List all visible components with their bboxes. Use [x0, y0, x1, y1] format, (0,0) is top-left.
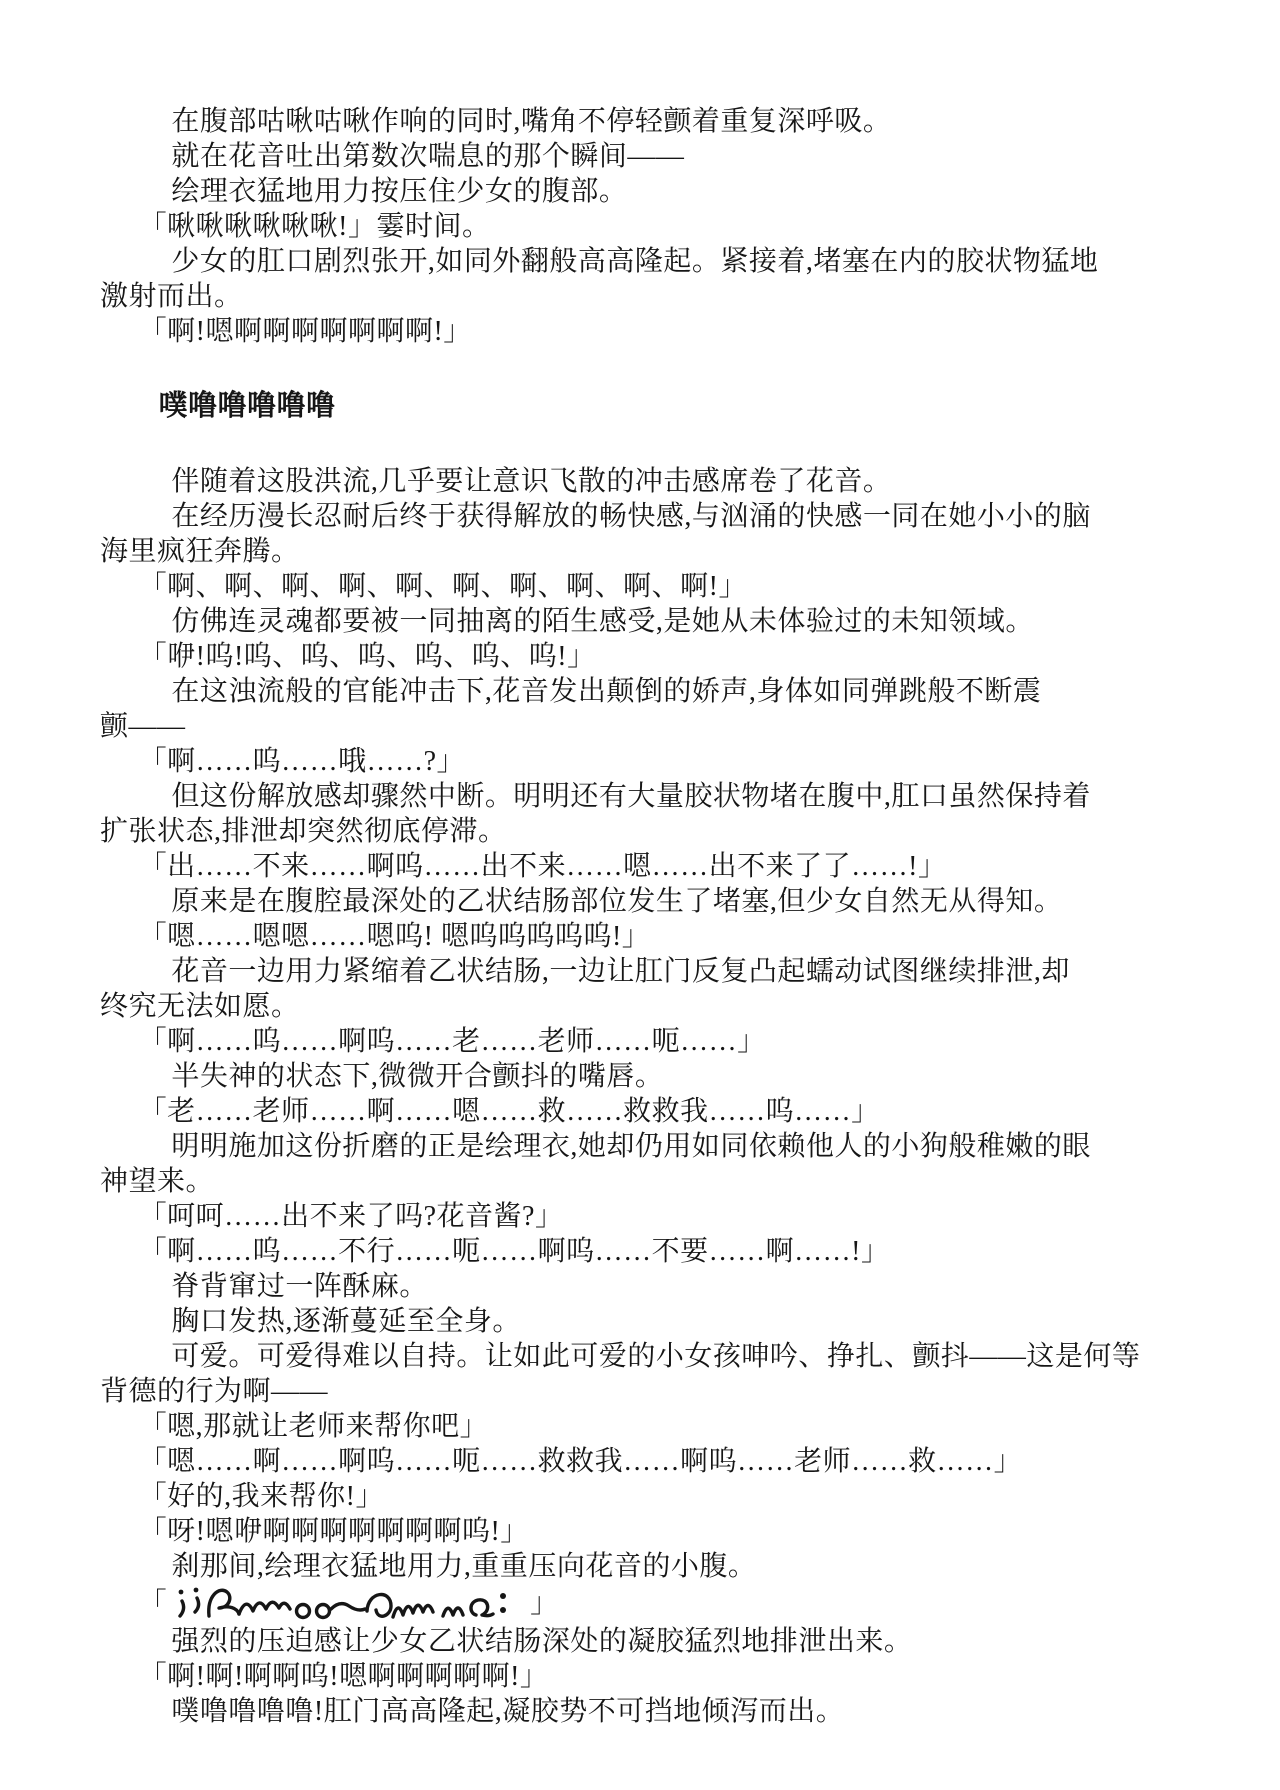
dialogue-line: 「老……老师……啊……嗯……救……救救我……呜……」 [138, 1096, 880, 1127]
dialogue-line: 「嗯,那就让老师来帮你吧」 [138, 1411, 489, 1442]
narration-line: 绘理衣猛地用力按压住少女的腹部。 [171, 176, 628, 207]
narration-line: 少女的肛口剧烈张开,如同外翻般高高隆起。紧接着,堵塞在内的胶状物猛地 [171, 246, 1099, 277]
dialogue-line: 「啊……呜……不行……呃……啊呜……不要……啊……!」 [138, 1236, 890, 1267]
dialogue-line: 「啾啾啾啾啾啾!」霎时间。 [138, 211, 491, 242]
scribble-scrawl-graphic [171, 1584, 526, 1624]
narration-continuation-line: 颤—— [100, 711, 186, 742]
narration-line: 强烈的压迫感让少女乙状结肠深处的凝胶猛烈地排泄出来。 [171, 1626, 913, 1657]
sfx-line: 噗噜噜噜噜噜 [158, 390, 336, 422]
narration-continuation-line: 海里疯狂奔腾。 [100, 536, 300, 567]
narration-continuation-line: 扩张状态,排泄却突然彻底停滞。 [100, 816, 507, 847]
scribble-line [100, 1584, 1184, 1624]
dialogue-line: 「好的,我来帮你!」 [138, 1481, 384, 1512]
narration-line: 仿佛连灵魂都要被一同抽离的陌生感受,是她从未体验过的未知领域。 [171, 606, 1034, 637]
narration-line: 可爱。可爱得难以自持。让如此可爱的小女孩呻吟、挣扎、颤抖——这是何等 [171, 1341, 1141, 1372]
narration-line: 原来是在腹腔最深处的乙状结肠部位发生了堵塞,但少女自然无从得知。 [171, 886, 1063, 917]
narration-continuation-line: 背德的行为啊—— [100, 1376, 329, 1407]
dialogue-line: 「呵呵……出不来了吗?花音酱?」 [138, 1201, 564, 1232]
dialogue-line: 「出……不来……啊呜……出不来……嗯……出不来了了……!」 [138, 851, 947, 882]
narration-continuation-line: 终究无法如愿。 [100, 991, 300, 1022]
narration-line: 脊背窜过一阵酥麻。 [171, 1271, 428, 1302]
narration-line: 但这份解放感却骤然中断。明明还有大量胶状物堵在腹中,肛口虽然保持着 [171, 781, 1091, 812]
narration-line: 刹那间,绘理衣猛地用力,重重压向花音的小腹。 [171, 1551, 757, 1582]
narration-line: 在这浊流般的官能冲击下,花音发出颠倒的娇声,身体如同弹跳般不断震 [171, 676, 1042, 707]
dialogue-line: 「啊!啊!啊啊呜!嗯啊啊啊啊啊!」 [138, 1661, 549, 1692]
bracket-close: 」 [530, 1588, 559, 1619]
narration-continuation-line: 激射而出。 [100, 281, 243, 312]
narration-continuation-line: 神望来。 [100, 1166, 215, 1197]
dialogue-line: 「啊、啊、啊、啊、啊、啊、啊、啊、啊、啊!」 [138, 571, 747, 602]
narration-line: 花音一边用力紧缩着乙状结肠,一边让肛门反复凸起蠕动试图继续排泄,却 [171, 956, 1070, 987]
narration-line: 噗噜噜噜噜!肛门高高隆起,凝胶势不可挡地倾泻而出。 [171, 1696, 845, 1727]
dialogue-line: 「啊!嗯啊啊啊啊啊啊啊!」 [138, 316, 472, 347]
dialogue-line: 「呀!嗯咿啊啊啊啊啊啊啊呜!」 [138, 1516, 529, 1547]
narration-line: 明明施加这份折磨的正是绘理衣,她却仍用如同依赖他人的小狗般稚嫩的眼 [171, 1131, 1091, 1162]
narration-line: 胸口发热,逐渐蔓延至全身。 [171, 1306, 521, 1337]
narration-line: 在腹部咕啾咕啾作响的同时,嘴角不停轻颤着重复深呼吸。 [171, 106, 892, 137]
dialogue-line: 「嗯……嗯嗯……嗯呜! 嗯呜呜呜呜呜!」 [138, 921, 651, 952]
dialogue-line: 「嗯……啊……啊呜……呃……救救我……啊呜……老师……救……」 [138, 1446, 1023, 1477]
narration-line: 在经历漫长忍耐后终于获得解放的畅快感,与汹涌的快感一同在她小小的脑 [171, 501, 1091, 532]
narration-line: 伴随着这股洪流,几乎要让意识飞散的冲击感席卷了花音。 [171, 466, 892, 497]
narration-line: 半失神的状态下,微微开合颤抖的嘴唇。 [171, 1061, 664, 1092]
narration-line: 就在花音吐出第数次喘息的那个瞬间—— [171, 141, 685, 172]
dialogue-line: 「咿!呜!呜、呜、呜、呜、呜、呜!」 [138, 641, 596, 672]
dialogue-line: 「啊……呜……哦……?」 [138, 746, 466, 777]
dialogue-line: 「啊……呜……啊呜……老……老师……呃……」 [138, 1026, 766, 1057]
bracket-open: 「 [138, 1588, 168, 1619]
